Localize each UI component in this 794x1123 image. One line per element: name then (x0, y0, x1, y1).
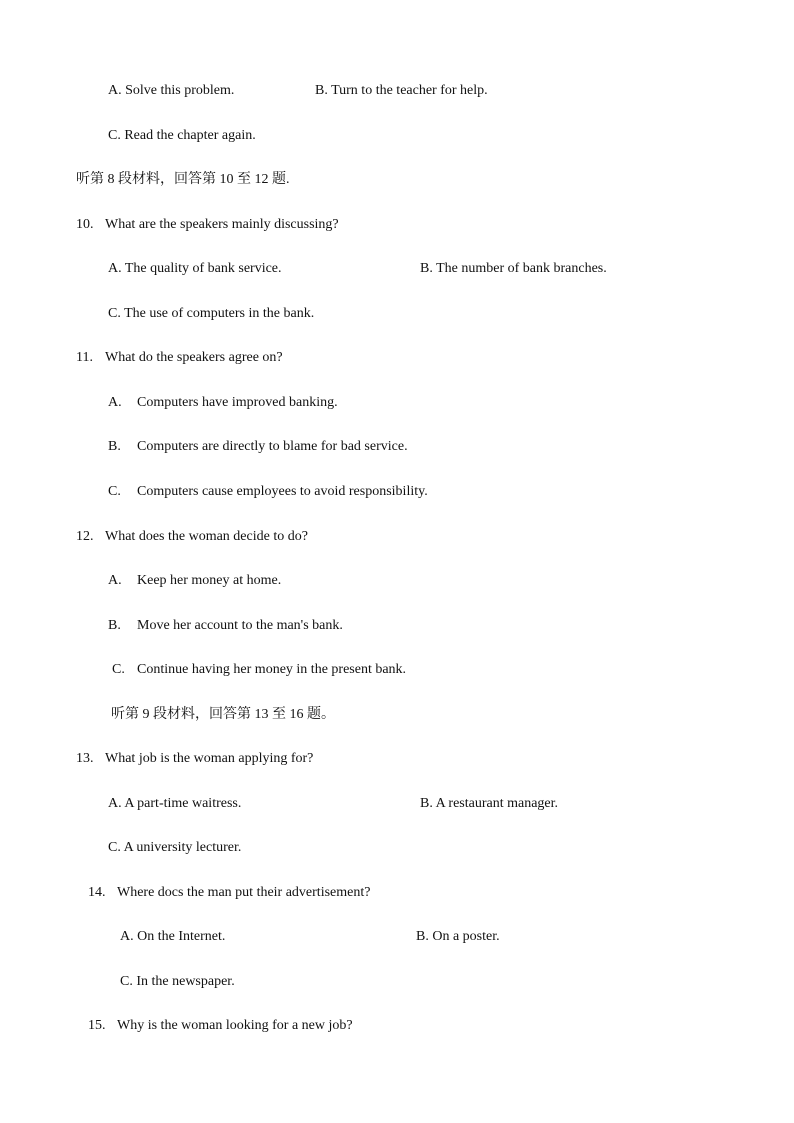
q12-option-c: Continue having her money in the present bank. (137, 662, 407, 677)
q13-number: 13. (76, 751, 94, 766)
q10-option-a: A. The quality of bank service. (108, 261, 282, 276)
q12-option-a: Keep her money at home. (137, 573, 282, 588)
q15-number: 15. (88, 1018, 106, 1033)
q11-option-b-letter: B. (108, 439, 121, 454)
q13-option-b: B. A restaurant manager. (420, 796, 559, 811)
q12-option-c-letter: C. (112, 662, 125, 677)
q13-option-a: A. A part-time waitress. (108, 796, 242, 811)
q14-option-c: C. In the newspaper. (120, 974, 235, 989)
q13-option-c: C. A university lecturer. (108, 840, 242, 855)
q14-number: 14. (88, 885, 106, 900)
q11-option-a-letter: A. (108, 395, 122, 410)
q14-option-a: A. On the Internet. (120, 929, 226, 944)
q11-number: 11. (76, 350, 93, 365)
q9-option-c: C. Read the chapter again. (108, 128, 256, 143)
section-9-heading: 听第 9 段材料，回答第 13 至 16 题。 (111, 707, 335, 722)
q11-option-c-letter: C. (108, 484, 121, 499)
q10-number: 10. (76, 217, 94, 232)
q11-option-b: Computers are directly to blame for bad service. (137, 439, 408, 454)
q14-question: Where docs the man put their advertisement? (117, 885, 371, 900)
q12-number: 12. (76, 529, 94, 544)
q9-option-a: A. Solve this problem. (108, 83, 235, 98)
q12-question: What does the woman decide to do? (105, 529, 308, 544)
q12-option-b: Move her account to the man's bank. (137, 618, 343, 633)
q12-option-a-letter: A. (108, 573, 122, 588)
q9-option-b: B. Turn to the teacher for help. (315, 83, 488, 98)
q11-option-a: Computers have improved banking. (137, 395, 338, 410)
section-8-heading: 听第 8 段材料，回答第 10 至 12 题. (76, 172, 290, 187)
q10-option-c: C. The use of computers in the bank. (108, 306, 315, 321)
q10-option-b: B. The number of bank branches. (420, 261, 607, 276)
q11-question: What do the speakers agree on? (105, 350, 283, 365)
q13-question: What job is the woman applying for? (105, 751, 314, 766)
q14-option-b: B. On a poster. (416, 929, 500, 944)
q12-option-b-letter: B. (108, 618, 121, 633)
q15-question: Why is the woman looking for a new job? (117, 1018, 353, 1033)
q10-question: What are the speakers mainly discussing? (105, 217, 339, 232)
q11-option-c: Computers cause employees to avoid responsibility. (137, 484, 428, 499)
